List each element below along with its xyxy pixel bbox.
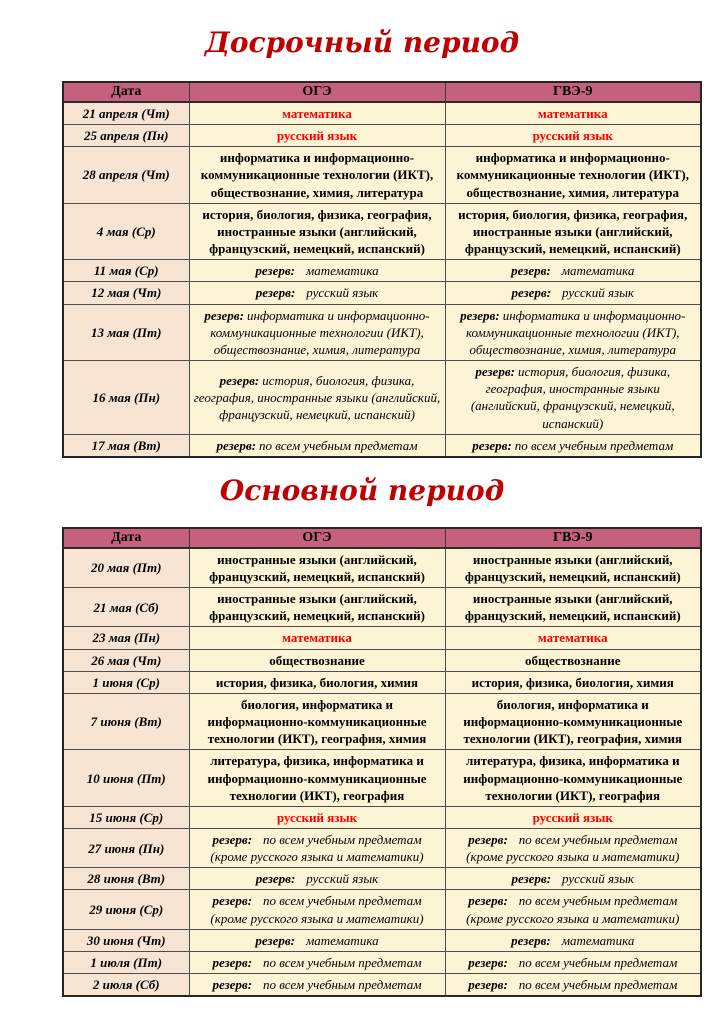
gve9-cell: литература, физика, информатика и информационно-коммуникационные технологии (ИКТ), география (445, 750, 701, 806)
gve9-cell: резерв: математика (445, 929, 701, 951)
date-cell: 26 мая (Чт) (63, 649, 189, 671)
column-header-oge: ОГЭ (189, 82, 445, 102)
reserve-label: резерв: (212, 977, 253, 993)
gve9-cell: математика (445, 627, 701, 649)
schedule-row (63, 627, 701, 649)
date-cell: 16 мая (Пн) (63, 361, 189, 435)
date-cell: 21 мая (Сб) (63, 588, 189, 627)
reserve-label: резерв: (511, 285, 552, 301)
oge-cell: обществознание (189, 649, 445, 671)
oge-cell: информатика и информационно-коммуникационные технологии (ИКТ), обществознание, химия, литература (189, 147, 445, 203)
gve9-cell: резерв: по всем учебным предметам (445, 974, 701, 997)
date-cell: 28 июня (Вт) (63, 868, 189, 890)
column-header-date: Дата (63, 528, 189, 548)
date-cell: 1 июня (Ср) (63, 671, 189, 693)
reserve-label: резерв: (468, 954, 508, 970)
oge-cell: резерв: по всем учебным предметам (189, 974, 445, 997)
schedule-row (63, 282, 701, 304)
reserve-label: резерв: (216, 437, 257, 453)
schedule-row (63, 304, 701, 360)
schedule-row (63, 147, 701, 203)
gve9-cell: математика (445, 102, 701, 125)
gve9-cell: иностранные языки (английский, французский, немецкий, испанский) (445, 588, 701, 627)
column-header-gve9: ГВЭ-9 (445, 528, 701, 548)
reserve-label: резерв: (212, 954, 253, 970)
date-cell: 2 июля (Сб) (63, 974, 189, 997)
schedule-row (63, 203, 701, 259)
gve9-cell: русский язык (445, 806, 701, 828)
schedule-row (63, 951, 701, 973)
oge-cell: резерв: по всем учебным предметам (кроме русского языка и математики) (189, 890, 445, 929)
date-cell: 13 мая (Пт) (63, 304, 189, 360)
reserve-label: резерв: (511, 871, 552, 887)
date-cell: 30 июня (Чт) (63, 929, 189, 951)
schedule-row (63, 588, 701, 627)
reserve-label: резерв: (212, 893, 253, 909)
oge-cell: математика (189, 102, 445, 125)
reserve-label: резерв: (255, 871, 296, 887)
date-cell: 12 мая (Чт) (63, 282, 189, 304)
schedule-row (63, 929, 701, 951)
early-period-table (62, 81, 702, 458)
reserve-label: резерв: (255, 932, 295, 948)
reserve-label: резерв: (468, 893, 508, 909)
schedule-row (63, 548, 701, 588)
oge-cell: русский язык (189, 806, 445, 828)
date-cell: 20 мая (Пт) (63, 548, 189, 588)
schedule-row (63, 361, 701, 435)
reserve-label: резерв: (475, 364, 515, 380)
schedule-row (63, 829, 701, 868)
main-period-title: Основной период (219, 473, 505, 507)
column-header-oge: ОГЭ (189, 528, 445, 548)
reserve-label: резерв: (255, 263, 295, 279)
oge-cell: резерв: история, биология, физика, география, иностранные языки (английский, французский, немецкий, испанский) (189, 361, 445, 435)
schedule-row (63, 806, 701, 828)
date-cell: 10 июня (Пт) (63, 750, 189, 806)
gve9-cell: резерв: математика (445, 260, 701, 282)
schedule-row (63, 434, 701, 457)
gve9-cell: история, биология, физика, география, иностранные языки (английский, французский, немецкий, испанский) (445, 203, 701, 259)
date-cell: 23 мая (Пн) (63, 627, 189, 649)
date-cell: 25 апреля (Пн) (63, 125, 189, 147)
oge-cell: резерв: русский язык (189, 282, 445, 304)
date-cell: 15 июня (Ср) (63, 806, 189, 828)
oge-cell: математика (189, 627, 445, 649)
oge-cell: резерв: математика (189, 260, 445, 282)
table-header-row (63, 528, 701, 548)
gve9-cell: резерв: по всем учебным предметам (кроме русского языка и математики) (445, 890, 701, 929)
gve9-cell: резерв: информатика и информационно-коммуникационные технологии (ИКТ), обществознание, химия, литература (445, 304, 701, 360)
oge-cell: иностранные языки (английский, французский, немецкий, испанский) (189, 548, 445, 588)
reserve-label: резерв: (212, 832, 253, 847)
date-cell: 29 июня (Ср) (63, 890, 189, 929)
reserve-label: резерв: (472, 437, 512, 453)
gve9-cell: резерв: по всем учебным предметам (кроме русского языка и математики) (445, 829, 701, 868)
gve9-cell: русский язык (445, 125, 701, 147)
reserve-label: резерв: (460, 307, 500, 323)
schedule-row (63, 974, 701, 997)
gve9-cell: иностранные языки (английский, французский, немецкий, испанский) (445, 548, 701, 588)
oge-cell: литература, физика, информатика и информационно-коммуникационные технологии (ИКТ), география (189, 750, 445, 806)
column-header-gve9: ГВЭ-9 (445, 82, 701, 102)
schedule-row (63, 260, 701, 282)
column-header-date: Дата (63, 82, 189, 102)
oge-cell: резерв: русский язык (189, 868, 445, 890)
reserve-label: резерв: (204, 307, 244, 323)
main-period-table (62, 527, 702, 997)
oge-cell: резерв: по всем учебным предметам (189, 951, 445, 973)
schedule-row (63, 102, 701, 125)
reserve-label: резерв: (219, 372, 260, 388)
oge-cell: резерв: по всем учебным предметам (кроме русского языка и математики) (189, 829, 445, 868)
oge-cell: история, физика, биология, химия (189, 671, 445, 693)
schedule-row (63, 693, 701, 749)
gve9-cell: обществознание (445, 649, 701, 671)
reserve-label: резерв: (511, 932, 551, 948)
date-cell: 7 июня (Вт) (63, 693, 189, 749)
gve9-cell: резерв: русский язык (445, 868, 701, 890)
date-cell: 28 апреля (Чт) (63, 147, 189, 203)
date-cell: 27 июня (Пн) (63, 829, 189, 868)
gve9-cell: история, физика, биология, химия (445, 671, 701, 693)
oge-cell: резерв: математика (189, 929, 445, 951)
gve9-cell: информатика и информационно-коммуникационные технологии (ИКТ), обществознание, химия, литература (445, 147, 701, 203)
schedule-row (63, 868, 701, 890)
date-cell: 4 мая (Ср) (63, 203, 189, 259)
reserve-label: резерв: (255, 285, 296, 301)
table-header-row (63, 82, 701, 102)
date-cell: 11 мая (Ср) (63, 260, 189, 282)
reserve-label: резерв: (468, 977, 508, 993)
oge-cell: русский язык (189, 125, 445, 147)
date-cell: 21 апреля (Чт) (63, 102, 189, 125)
gve9-cell: резерв: история, биология, физика, география, иностранные языки (английский, французский, немецкий, испанский) (445, 361, 701, 435)
oge-cell: резерв: информатика и информационно-коммуникационные технологии (ИКТ), обществознание, химия, литература (189, 304, 445, 360)
reserve-label: резерв: (468, 832, 508, 847)
early-period-title: Досрочный период (204, 26, 520, 59)
oge-cell: биология, информатика и информационно-коммуникационные технологии (ИКТ), география, химия (189, 693, 445, 749)
oge-cell: история, биология, физика, география, иностранные языки (английский, французский, немецкий, испанский) (189, 203, 445, 259)
schedule-row (63, 649, 701, 671)
gve9-cell: резерв: по всем учебным предметам (445, 951, 701, 973)
reserve-label: резерв: (511, 263, 551, 279)
date-cell: 1 июля (Пт) (63, 951, 189, 973)
gve9-cell: резерв: по всем учебным предметам (445, 434, 701, 457)
gve9-cell: резерв: русский язык (445, 282, 701, 304)
oge-cell: резерв: по всем учебным предметам (189, 434, 445, 457)
date-cell: 17 мая (Вт) (63, 434, 189, 457)
schedule-row (63, 750, 701, 806)
gve9-cell: биология, информатика и информационно-коммуникационные технологии (ИКТ), география, химия (445, 693, 701, 749)
schedule-row (63, 125, 701, 147)
schedule-row (63, 890, 701, 929)
oge-cell: иностранные языки (английский, французский, немецкий, испанский) (189, 588, 445, 627)
schedule-row (63, 671, 701, 693)
